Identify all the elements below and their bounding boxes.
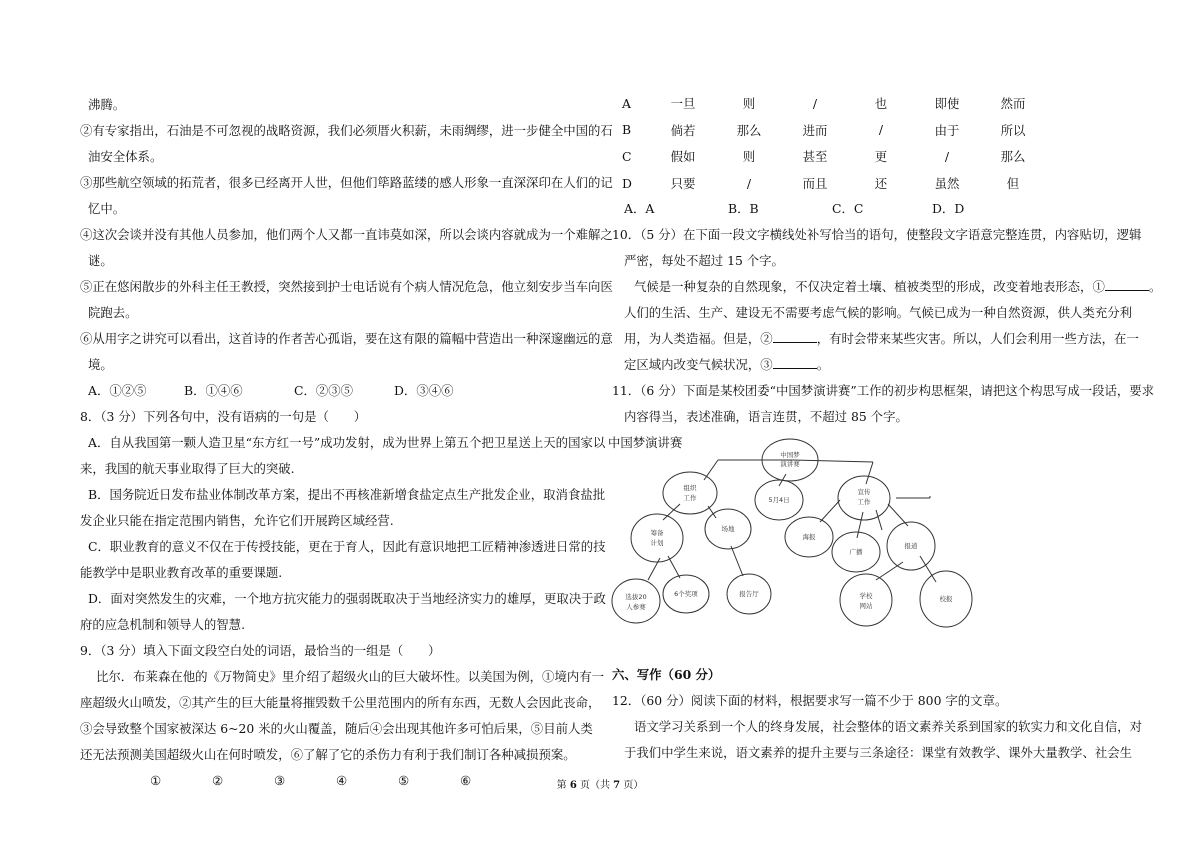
passage-text: 用，为人类造福。但是，② (624, 331, 773, 347)
passage-text: ，有时会带来某些灾害。所以，人们会利用一些方法，在一 (816, 331, 1139, 347)
cell: 那么 (1000, 149, 1026, 165)
q12-passage-line: 于我们中学生来说，语文素养的提升主要与三条途径：课堂有效教学、课外大量教学、社会生 (624, 745, 1133, 760)
q7-options (80, 378, 600, 404)
node-label: 广播 (849, 548, 863, 556)
q9-passage-line: ③会导致整个国家被深达 6~20 米的火山覆盖，随后④会出现其他许多可怕后果，⑤目前人类 (80, 721, 593, 736)
cell: 假如 (670, 149, 696, 165)
q11-stem: 内容得当，表述准确，语言连贯，不超过 85 个字。 (624, 409, 908, 425)
node-label: 6个奖项 (674, 590, 698, 598)
connector (731, 546, 743, 576)
node-select (612, 579, 660, 623)
choice-row-d[interactable] (622, 170, 1046, 197)
cell: 更 (874, 149, 888, 165)
q7-option-b[interactable]: B．①④⑥ (184, 383, 243, 398)
node-label: 筹备 (650, 529, 664, 537)
page-total: 7 (613, 780, 621, 791)
connector (876, 562, 903, 580)
blank-1[interactable] (1105, 277, 1149, 291)
passage-text: 定区域内改变气候状况，③ (624, 357, 773, 373)
passage-text: 。 (1148, 279, 1162, 295)
cell: 只要 (670, 176, 696, 192)
text-line: ③那些航空领域的拓荒者，很多已经离开人世，但他们筚路蓝缕的感人形象一直深深印在人们的记 (80, 175, 613, 190)
passage-text: 。 (816, 357, 830, 373)
text-line: 府的应急机制和领导人的智慧. (80, 617, 246, 632)
cell: / (812, 95, 818, 111)
q9-choice-table (622, 90, 1046, 196)
text-line: 忆中。 (88, 201, 126, 216)
cell: 也 (874, 96, 888, 112)
node-label: 组织 (683, 484, 697, 492)
node-label: 选拔20 (625, 593, 647, 601)
q11-stem: 11．（6 分）下面是某校团委“中国梦演讲赛”工作的初步构思框架，请把这个构思写成一段话，要求 (612, 383, 1155, 399)
q7-option-a[interactable]: A．①②⑤ (88, 383, 147, 398)
cell: B (622, 122, 632, 138)
text-line: 院跑去。 (88, 305, 138, 320)
text-line: 油安全体系。 (88, 149, 163, 164)
q7-option-d[interactable]: D．③④⑥ (394, 383, 454, 398)
section-heading: 六、写作（60 分） (612, 667, 721, 682)
q9-passage-line: 还无法预测美国超级火山在何时喷发，⑥了解了它的杀伤力有利于我们制订各种减损预案。 (80, 747, 576, 762)
cell: 所以 (1000, 122, 1026, 138)
connector (793, 460, 873, 462)
left-column (80, 92, 613, 794)
cell: 即使 (934, 96, 960, 112)
cell: C (622, 148, 632, 164)
node-label: 中国梦 (780, 451, 800, 459)
cell: 而且 (802, 176, 828, 192)
node-label: 海报 (802, 533, 816, 541)
blank-3[interactable] (773, 355, 817, 369)
cell: / (878, 122, 884, 138)
connector (704, 460, 718, 480)
cell: A (622, 95, 631, 111)
connector (820, 500, 840, 522)
text-line: ⑤正在悠闲散步的外科主任王教授，突然接到护士电话说有个病人情况危急，他立刻安步当车向医 (80, 279, 613, 294)
cell: 虽然 (934, 176, 960, 192)
q8-option-a[interactable]: A．自从我国第一颗人造卫星“东方红一号”成功发射，成为世界上第五个把卫星送上天的国家以 (88, 435, 606, 450)
text-line: ②有专家指出，石油是不可忽视的战略资源，我们必须厝火积薪，未雨绸缪，进一步健全中国的石 (80, 123, 613, 138)
q10-passage-line (612, 326, 1139, 352)
connector (866, 462, 873, 484)
text-line: 谜。 (88, 253, 113, 268)
footer-text: 页（共 (576, 780, 614, 791)
q12-passage-line: 语文学习关系到一个人的终身发展，社会整体的语文素养关系到国家的软实力和文化自信，对 (634, 719, 1143, 734)
node-label: 计划 (650, 539, 664, 547)
cell: 由于 (934, 122, 960, 138)
node-label: 5月4日 (768, 496, 790, 504)
passage-text: 气候是一种复杂的自然现象，不仅决定着土壤、植被类型的形成，改变着地表形态，① (634, 279, 1105, 295)
choice-row-c[interactable] (622, 143, 1046, 170)
choice-row-b[interactable] (622, 117, 1046, 144)
blank-marker: ① (150, 773, 162, 788)
node-label: 网站 (859, 602, 873, 610)
q8-option-d[interactable]: D．面对突然发生的灾难，一个地方抗灾能力的强弱既取决于当地经济实力的雄厚，更取决于政 (88, 591, 606, 606)
choice-row-a[interactable] (622, 90, 1046, 117)
node-label: 人参赛 (626, 603, 646, 611)
q12-stem: 12．（60 分）阅读下面的材料，根据要求写一篇不少于 800 字的文章。 (612, 693, 1008, 708)
footer-text: 页） (620, 780, 644, 791)
q8-option-b[interactable]: B．国务院近日发布盐业体制改革方案，提出不再核准新增食盐定点生产批发企业，取消食盐批 (88, 487, 606, 502)
cell: 但 (1006, 176, 1020, 192)
connector (857, 512, 863, 538)
cell: 那么 (736, 122, 762, 138)
node-label: 场地 (721, 525, 735, 533)
connector (876, 510, 882, 530)
cell: 则 (742, 96, 756, 112)
text-line: 境。 (88, 357, 113, 372)
text-line: 沸腾。 (88, 97, 126, 112)
q10-stem: 严密，每处不超过 15 个字。 (624, 253, 784, 269)
blank-marker: ④ (336, 773, 348, 788)
right-column (608, 90, 1162, 456)
text-line: ④这次会谈并没有其他人员参加，他们两个人又都一直讳莫如深，所以会谈内容就成为一个难解之 (80, 227, 613, 242)
mind-map-svg (608, 434, 980, 640)
mind-map-diagram (608, 434, 980, 640)
cell: 则 (742, 149, 756, 165)
diagram-label: 中国梦演讲赛 (608, 435, 683, 451)
q10-passage-line (612, 352, 1132, 378)
q9-stem: 9．（3 分）填入下面文段空白处的词语，最恰当的一组是（ ） (80, 643, 441, 658)
cell: D (622, 175, 632, 191)
page-footer (0, 776, 1200, 791)
text-line: ⑥从用字之讲究可以看出，这首诗的作者苦心孤诣，要在这有限的篇幅中营造出一种深邃幽远的意 (80, 331, 613, 346)
node-org (663, 472, 717, 514)
right-column-bottom (612, 662, 1143, 766)
q7-option-c[interactable]: C．②③⑤ (294, 383, 354, 398)
text-line: 发企业只能在指定范围内销售，允许它们开展跨区域经营. (80, 513, 394, 528)
node-label: 工作 (857, 498, 871, 506)
blank-marker: ③ (274, 773, 286, 788)
q8-stem: 8．（3 分）下列各句中，没有语病的一句是（ ） (80, 409, 367, 424)
q9-option-d[interactable]: D．D (932, 201, 965, 217)
cell: 还 (874, 176, 888, 192)
q9-options (612, 196, 1132, 222)
cell: 然而 (1000, 96, 1026, 112)
q9-option-c[interactable]: C．C (832, 201, 864, 217)
q9-option-a[interactable]: A．A (624, 201, 655, 217)
q10-stem: 10．（5 分）在下面一段文字横线处补写恰当的语句，使整段文字语意完整连贯，内容贴切，逻辑 (612, 227, 1142, 243)
cell: 甚至 (802, 149, 828, 165)
cell: 一旦 (670, 96, 696, 112)
blank-2[interactable] (773, 329, 817, 343)
node-plan (631, 514, 683, 562)
q9-passage-line: 比尔．布莱森在他的《万物简史》里介绍了超级火山的巨大破坏性。以美国为例，①境内有一 (96, 669, 605, 684)
footer-text: 第 (556, 780, 570, 791)
text-line: 来，我国的航天事业取得了巨大的突破. (80, 461, 295, 476)
q9-passage-line: 座超级火山喷发，②其产生的巨大能量将摧毁数千公里范围内的所有东西，无数人会因此丧命， (80, 695, 601, 710)
cell: 倘若 (670, 122, 696, 138)
text-line: 能教学中是职业教育改革的重要课题. (80, 565, 283, 580)
node-label: 学校 (859, 592, 873, 600)
node-label: 校报 (939, 595, 953, 603)
q10-passage-line: 人们的生活、生产、建设无不需要考虑气候的影响。气候已成为一种自然资源，供人类充分利 (624, 305, 1133, 321)
q9-option-b[interactable]: B．B (728, 201, 759, 217)
node-label: 报道 (904, 542, 918, 550)
node-label: 宣传 (857, 488, 871, 496)
node-label: 工作 (683, 494, 697, 502)
node-label: 报告厅 (739, 590, 759, 598)
page-number: 6 (569, 780, 577, 791)
q10-passage-line (612, 274, 1162, 300)
node-label: 演讲赛 (780, 460, 800, 468)
node-web (840, 574, 892, 626)
cell: / (944, 148, 950, 164)
q8-option-c[interactable]: C．职业教育的意义不仅在于传授技能，更在于育人，因此有意识地把工匠精神渗透进日常的技 (88, 539, 606, 554)
blank-marker: ⑥ (460, 773, 472, 788)
cell: 进而 (802, 122, 828, 138)
blank-marker: ⑤ (398, 773, 410, 788)
blank-marker: ② (212, 773, 224, 788)
cell: / (746, 175, 752, 191)
